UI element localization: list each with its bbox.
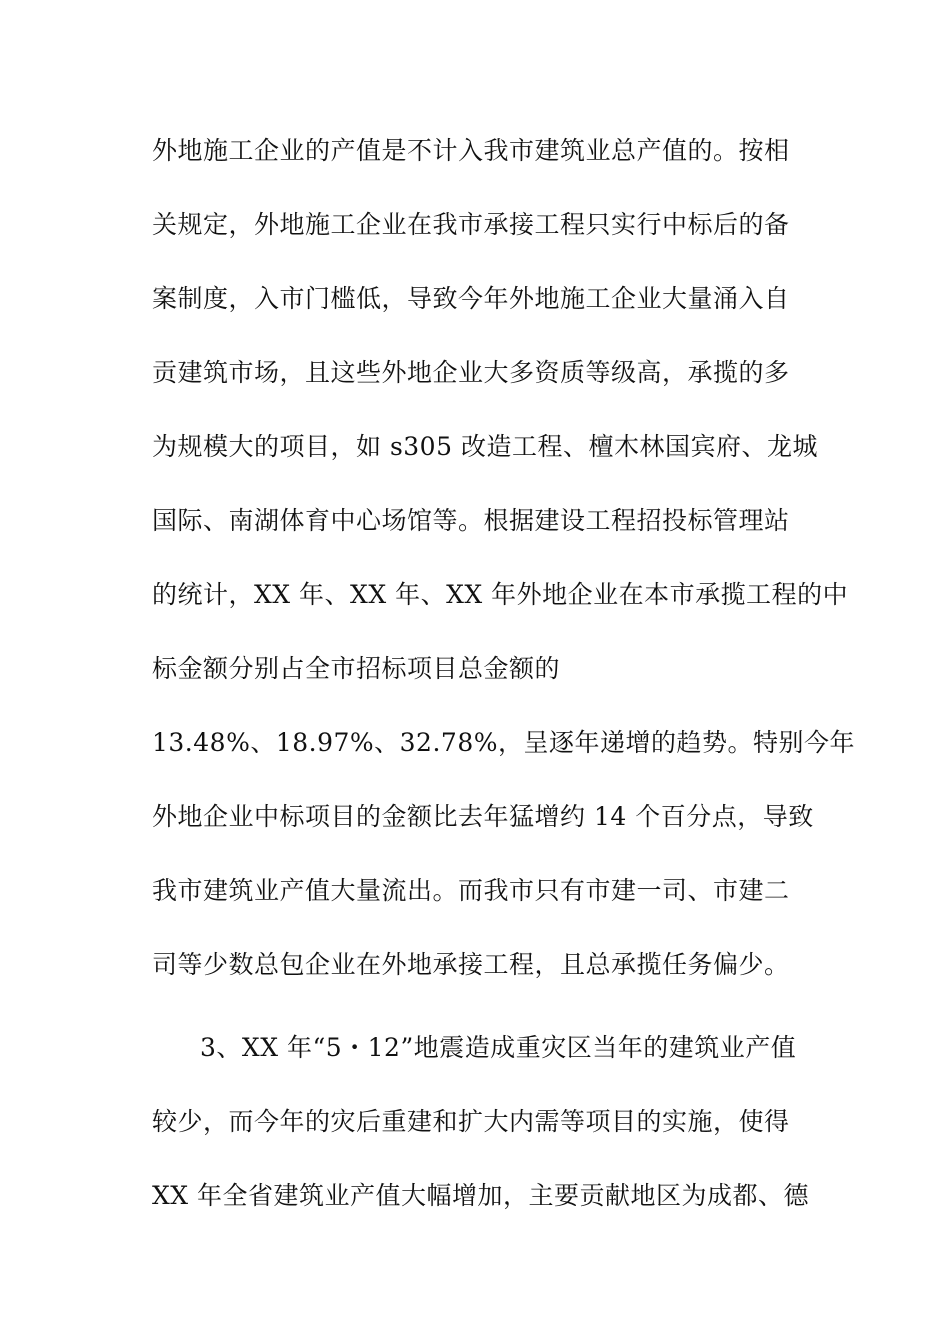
- text-line: 为规模大的项目，如 s305 改造工程、檀木林国宾府、龙城: [152, 432, 818, 461]
- text-line: 标金额分别占全市招标项目总金额的: [152, 654, 561, 683]
- text-line: 国际、南湖体育中心场馆等。根据建设工程招投标管理站: [152, 506, 790, 535]
- text-line: 案制度，入市门槛低，导致今年外地施工企业大量涌入自: [152, 284, 790, 313]
- text-line: 的统计，XX 年、XX 年、XX 年外地企业在本市承揽工程的中: [152, 580, 849, 609]
- text-line: 贡建筑市场，且这些外地企业大多资质等级高，承揽的多: [152, 358, 790, 387]
- text-line: 较少，而今年的灾后重建和扩大内需等项目的实施，使得: [152, 1107, 790, 1136]
- text-line: 关规定，外地施工企业在我市承接工程只实行中标后的备: [152, 210, 790, 239]
- text-line: 外地施工企业的产值是不计入我市建筑业总产值的。按相: [152, 136, 790, 165]
- paragraph-start-line: 3、XX 年“5・12”地震造成重灾区当年的建筑业产值: [200, 1033, 797, 1062]
- text-line: 我市建筑业产值大量流出。而我市只有市建一司、市建二: [152, 876, 790, 905]
- text-line: XX 年全省建筑业产值大幅增加，主要贡献地区为成都、德: [152, 1181, 810, 1210]
- text-line: 司等少数总包企业在外地承接工程，且总承揽任务偏少。: [152, 950, 790, 979]
- text-line: 13.48%、18.97%、32.78%，呈逐年递增的趋势。特别今年: [152, 728, 855, 757]
- text-line: 外地企业中标项目的金额比去年猛增约 14 个百分点，导致: [152, 802, 814, 831]
